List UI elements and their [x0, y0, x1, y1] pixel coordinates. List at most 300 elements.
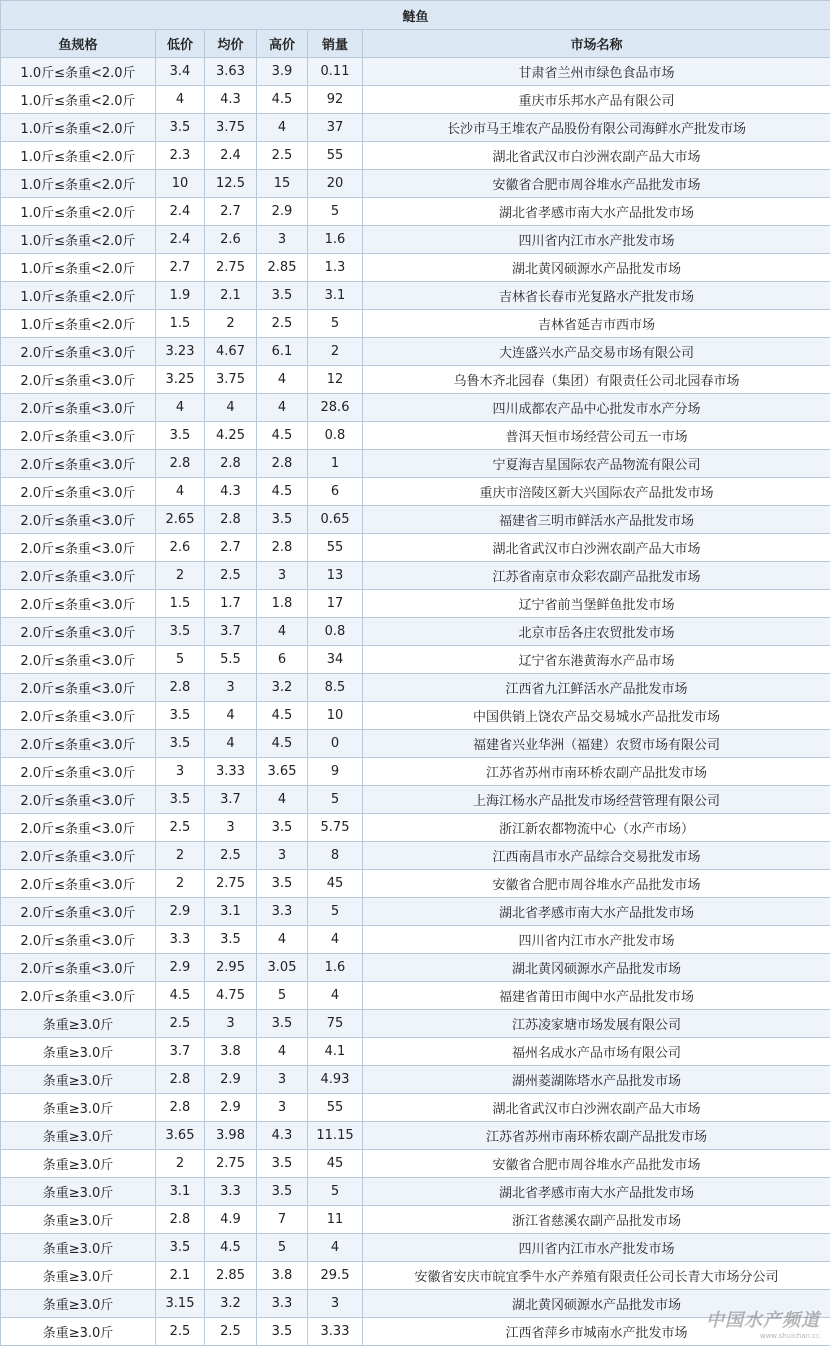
table-row	[1, 1094, 830, 1122]
cell-market-name: 湖北黄冈硕源水产品批发市场	[363, 1290, 830, 1318]
cell-high-price: 3.5	[257, 814, 308, 842]
cell-market-name: 安徽省合肥市周谷堆水产品批发市场	[363, 170, 830, 198]
cell-volume: 1	[308, 450, 363, 478]
cell-volume: 8.5	[308, 674, 363, 702]
cell-avg-price: 2.75	[205, 1150, 257, 1178]
cell-volume: 37	[308, 114, 363, 142]
cell-spec: 2.0斤≤条重<3.0斤	[1, 982, 156, 1010]
cell-market-name: 重庆市乐邦水产品有限公司	[363, 86, 830, 114]
cell-avg-price: 2.85	[205, 1262, 257, 1290]
cell-avg-price: 3.2	[205, 1290, 257, 1318]
cell-spec: 2.0斤≤条重<3.0斤	[1, 450, 156, 478]
header-market-name: 市场名称	[363, 30, 830, 58]
watermark-text: 中国水产频道	[706, 1310, 820, 1331]
cell-market-name: 乌鲁木齐北园春（集团）有限责任公司北园春市场	[363, 366, 830, 394]
cell-volume: 45	[308, 870, 363, 898]
cell-avg-price: 2.95	[205, 954, 257, 982]
cell-low-price: 2	[156, 870, 205, 898]
cell-avg-price: 3.7	[205, 786, 257, 814]
cell-volume: 1.6	[308, 226, 363, 254]
table-row	[1, 310, 830, 338]
cell-market-name: 重庆市涪陵区新大兴国际农产品批发市场	[363, 478, 830, 506]
cell-low-price: 2.8	[156, 450, 205, 478]
cell-high-price: 4	[257, 394, 308, 422]
cell-spec: 1.0斤≤条重<2.0斤	[1, 170, 156, 198]
cell-market-name: 湖北省武汉市白沙洲农副产品大市场	[363, 142, 830, 170]
cell-high-price: 3.8	[257, 1262, 308, 1290]
cell-spec: 2.0斤≤条重<3.0斤	[1, 758, 156, 786]
cell-spec: 条重≥3.0斤	[1, 1234, 156, 1262]
cell-low-price: 3.25	[156, 366, 205, 394]
header-row	[1, 30, 830, 58]
cell-volume: 8	[308, 842, 363, 870]
table-row	[1, 926, 830, 954]
cell-market-name: 江苏省苏州市南环桥农副产品批发市场	[363, 1122, 830, 1150]
table-row	[1, 1038, 830, 1066]
cell-spec: 2.0斤≤条重<3.0斤	[1, 842, 156, 870]
cell-avg-price: 2	[205, 310, 257, 338]
cell-market-name: 浙江新农都物流中心（水产市场）	[363, 814, 830, 842]
cell-volume: 5	[308, 1178, 363, 1206]
cell-volume: 12	[308, 366, 363, 394]
cell-low-price: 2.9	[156, 898, 205, 926]
cell-high-price: 4.5	[257, 730, 308, 758]
table-row	[1, 730, 830, 758]
table-row	[1, 142, 830, 170]
header-spec: 鱼规格	[1, 30, 156, 58]
cell-market-name: 湖北省孝感市南大水产品批发市场	[363, 1178, 830, 1206]
cell-market-name: 湖州菱湖陈塔水产品批发市场	[363, 1066, 830, 1094]
cell-market-name: 湖北黄冈硕源水产品批发市场	[363, 254, 830, 282]
cell-avg-price: 3.98	[205, 1122, 257, 1150]
cell-low-price: 2.1	[156, 1262, 205, 1290]
cell-avg-price: 4.5	[205, 1234, 257, 1262]
cell-spec: 1.0斤≤条重<2.0斤	[1, 254, 156, 282]
cell-spec: 2.0斤≤条重<3.0斤	[1, 338, 156, 366]
cell-volume: 45	[308, 1150, 363, 1178]
table-body	[1, 58, 830, 1346]
cell-high-price: 4	[257, 926, 308, 954]
table-row	[1, 870, 830, 898]
cell-high-price: 3.5	[257, 1150, 308, 1178]
cell-low-price: 2.8	[156, 1066, 205, 1094]
cell-spec: 条重≥3.0斤	[1, 1290, 156, 1318]
cell-spec: 条重≥3.0斤	[1, 1010, 156, 1038]
cell-low-price: 2	[156, 562, 205, 590]
cell-high-price: 6	[257, 646, 308, 674]
cell-low-price: 2.8	[156, 1094, 205, 1122]
cell-high-price: 3.5	[257, 1178, 308, 1206]
cell-volume: 1.6	[308, 954, 363, 982]
cell-avg-price: 3.7	[205, 618, 257, 646]
cell-high-price: 4	[257, 786, 308, 814]
cell-high-price: 3.5	[257, 282, 308, 310]
cell-low-price: 4	[156, 478, 205, 506]
cell-low-price: 4	[156, 394, 205, 422]
cell-low-price: 2.5	[156, 814, 205, 842]
cell-volume: 34	[308, 646, 363, 674]
table-row	[1, 534, 830, 562]
cell-volume: 0.8	[308, 618, 363, 646]
cell-volume: 0.65	[308, 506, 363, 534]
cell-high-price: 3.5	[257, 1318, 308, 1346]
cell-market-name: 湖北黄冈硕源水产品批发市场	[363, 954, 830, 982]
cell-low-price: 3.15	[156, 1290, 205, 1318]
cell-low-price: 2.8	[156, 674, 205, 702]
cell-spec: 2.0斤≤条重<3.0斤	[1, 534, 156, 562]
cell-low-price: 3.5	[156, 114, 205, 142]
cell-volume: 6	[308, 478, 363, 506]
cell-avg-price: 3	[205, 814, 257, 842]
table-row	[1, 338, 830, 366]
title-row	[1, 1, 830, 30]
cell-market-name: 湖北省孝感市南大水产品批发市场	[363, 898, 830, 926]
table-row	[1, 562, 830, 590]
table-row	[1, 422, 830, 450]
cell-high-price: 4.5	[257, 86, 308, 114]
cell-spec: 条重≥3.0斤	[1, 1150, 156, 1178]
cell-volume: 4.1	[308, 1038, 363, 1066]
table-row	[1, 58, 830, 86]
cell-avg-price: 3.5	[205, 926, 257, 954]
cell-spec: 条重≥3.0斤	[1, 1318, 156, 1346]
cell-low-price: 3.1	[156, 1178, 205, 1206]
cell-spec: 1.0斤≤条重<2.0斤	[1, 58, 156, 86]
cell-market-name: 湖北省武汉市白沙洲农副产品大市场	[363, 534, 830, 562]
cell-spec: 2.0斤≤条重<3.0斤	[1, 366, 156, 394]
cell-market-name: 甘肃省兰州市绿色食品市场	[363, 58, 830, 86]
cell-volume: 17	[308, 590, 363, 618]
cell-low-price: 5	[156, 646, 205, 674]
cell-market-name: 北京市岳各庄农贸批发市场	[363, 618, 830, 646]
cell-avg-price: 1.7	[205, 590, 257, 618]
cell-avg-price: 2.75	[205, 870, 257, 898]
cell-low-price: 1.5	[156, 310, 205, 338]
cell-volume: 29.5	[308, 1262, 363, 1290]
table-row	[1, 814, 830, 842]
cell-low-price: 3.5	[156, 702, 205, 730]
watermark	[706, 1306, 820, 1340]
cell-low-price: 2.7	[156, 254, 205, 282]
cell-volume: 11	[308, 1206, 363, 1234]
cell-low-price: 3	[156, 758, 205, 786]
cell-high-price: 4	[257, 114, 308, 142]
cell-volume: 4	[308, 1234, 363, 1262]
cell-low-price: 2.5	[156, 1318, 205, 1346]
cell-high-price: 3	[257, 842, 308, 870]
cell-spec: 2.0斤≤条重<3.0斤	[1, 562, 156, 590]
cell-market-name: 四川成都农产品中心批发市水产分场	[363, 394, 830, 422]
cell-avg-price: 4.3	[205, 86, 257, 114]
cell-low-price: 3.7	[156, 1038, 205, 1066]
cell-avg-price: 2.5	[205, 562, 257, 590]
table-row	[1, 758, 830, 786]
cell-low-price: 2.6	[156, 534, 205, 562]
cell-avg-price: 2.75	[205, 254, 257, 282]
cell-high-price: 2.9	[257, 198, 308, 226]
cell-low-price: 1.9	[156, 282, 205, 310]
cell-low-price: 3.5	[156, 1234, 205, 1262]
cell-avg-price: 3.33	[205, 758, 257, 786]
cell-low-price: 3.5	[156, 730, 205, 758]
cell-volume: 2	[308, 338, 363, 366]
cell-high-price: 4	[257, 1038, 308, 1066]
header-avg-price: 均价	[205, 30, 257, 58]
cell-market-name: 普洱天恒市场经营公司五一市场	[363, 422, 830, 450]
table-row	[1, 590, 830, 618]
cell-avg-price: 3.63	[205, 58, 257, 86]
cell-volume: 28.6	[308, 394, 363, 422]
cell-high-price: 2.85	[257, 254, 308, 282]
cell-spec: 条重≥3.0斤	[1, 1178, 156, 1206]
cell-avg-price: 4.75	[205, 982, 257, 1010]
cell-market-name: 宁夏海吉星国际农产品物流有限公司	[363, 450, 830, 478]
table-row	[1, 86, 830, 114]
cell-volume: 3.33	[308, 1318, 363, 1346]
cell-market-name: 长沙市马王堆农产品股份有限公司海鲜水产批发市场	[363, 114, 830, 142]
cell-high-price: 5	[257, 1234, 308, 1262]
cell-avg-price: 2.9	[205, 1066, 257, 1094]
cell-high-price: 7	[257, 1206, 308, 1234]
cell-volume: 0	[308, 730, 363, 758]
cell-volume: 5	[308, 786, 363, 814]
cell-spec: 2.0斤≤条重<3.0斤	[1, 394, 156, 422]
cell-volume: 3.1	[308, 282, 363, 310]
table-row	[1, 954, 830, 982]
cell-high-price: 3	[257, 562, 308, 590]
cell-avg-price: 4	[205, 730, 257, 758]
cell-volume: 55	[308, 142, 363, 170]
cell-spec: 条重≥3.0斤	[1, 1206, 156, 1234]
table-title: 鲢鱼	[1, 1, 830, 30]
cell-spec: 1.0斤≤条重<2.0斤	[1, 114, 156, 142]
cell-high-price: 4	[257, 618, 308, 646]
cell-high-price: 3.65	[257, 758, 308, 786]
cell-high-price: 3	[257, 1066, 308, 1094]
cell-volume: 1.3	[308, 254, 363, 282]
cell-high-price: 3.5	[257, 870, 308, 898]
cell-avg-price: 2.5	[205, 1318, 257, 1346]
cell-avg-price: 4.9	[205, 1206, 257, 1234]
cell-avg-price: 4	[205, 702, 257, 730]
cell-high-price: 5	[257, 982, 308, 1010]
cell-low-price: 2.9	[156, 954, 205, 982]
table-row	[1, 646, 830, 674]
cell-avg-price: 3	[205, 1010, 257, 1038]
cell-spec: 1.0斤≤条重<2.0斤	[1, 86, 156, 114]
cell-low-price: 3.3	[156, 926, 205, 954]
cell-low-price: 2.4	[156, 226, 205, 254]
cell-high-price: 4.3	[257, 1122, 308, 1150]
cell-high-price: 3.3	[257, 898, 308, 926]
cell-spec: 2.0斤≤条重<3.0斤	[1, 506, 156, 534]
cell-market-name: 江西省萍乡市城南水产批发市场	[363, 1318, 830, 1346]
cell-spec: 1.0斤≤条重<2.0斤	[1, 226, 156, 254]
cell-market-name: 安徽省合肥市周谷堆水产品批发市场	[363, 1150, 830, 1178]
table-row	[1, 786, 830, 814]
table-row	[1, 114, 830, 142]
cell-spec: 2.0斤≤条重<3.0斤	[1, 814, 156, 842]
cell-market-name: 江苏凌家塘市场发展有限公司	[363, 1010, 830, 1038]
cell-volume: 0.11	[308, 58, 363, 86]
cell-market-name: 福建省兴业华洲（福建）农贸市场有限公司	[363, 730, 830, 758]
table-row	[1, 674, 830, 702]
cell-high-price: 2.8	[257, 450, 308, 478]
table-row	[1, 1262, 830, 1290]
cell-avg-price: 2.4	[205, 142, 257, 170]
cell-market-name: 福建省三明市鲜活水产品批发市场	[363, 506, 830, 534]
cell-high-price: 4.5	[257, 478, 308, 506]
cell-spec: 2.0斤≤条重<3.0斤	[1, 618, 156, 646]
cell-market-name: 中国供销上饶农产品交易城水产品批发市场	[363, 702, 830, 730]
cell-spec: 条重≥3.0斤	[1, 1094, 156, 1122]
cell-volume: 92	[308, 86, 363, 114]
cell-low-price: 3.4	[156, 58, 205, 86]
cell-market-name: 福建省莆田市闽中水产品批发市场	[363, 982, 830, 1010]
cell-low-price: 3.23	[156, 338, 205, 366]
cell-volume: 11.15	[308, 1122, 363, 1150]
cell-high-price: 3.2	[257, 674, 308, 702]
cell-spec: 2.0斤≤条重<3.0斤	[1, 730, 156, 758]
cell-avg-price: 2.9	[205, 1094, 257, 1122]
cell-volume: 0.8	[308, 422, 363, 450]
cell-spec: 2.0斤≤条重<3.0斤	[1, 786, 156, 814]
cell-market-name: 江西省九江鲜活水产品批发市场	[363, 674, 830, 702]
cell-market-name: 上海江杨水产品批发市场经营管理有限公司	[363, 786, 830, 814]
cell-low-price: 2	[156, 1150, 205, 1178]
table-row	[1, 170, 830, 198]
cell-volume: 55	[308, 534, 363, 562]
cell-volume: 5	[308, 310, 363, 338]
cell-spec: 2.0斤≤条重<3.0斤	[1, 674, 156, 702]
cell-volume: 55	[308, 1094, 363, 1122]
cell-volume: 10	[308, 702, 363, 730]
cell-low-price: 3.5	[156, 786, 205, 814]
table-row	[1, 1178, 830, 1206]
table-row	[1, 450, 830, 478]
cell-market-name: 安徽省合肥市周谷堆水产品批发市场	[363, 870, 830, 898]
table-row	[1, 1234, 830, 1262]
cell-low-price: 2	[156, 842, 205, 870]
cell-spec: 2.0斤≤条重<3.0斤	[1, 926, 156, 954]
cell-low-price: 2.65	[156, 506, 205, 534]
cell-volume: 5.75	[308, 814, 363, 842]
cell-spec: 2.0斤≤条重<3.0斤	[1, 478, 156, 506]
cell-avg-price: 2.8	[205, 506, 257, 534]
cell-volume: 4	[308, 982, 363, 1010]
cell-high-price: 2.8	[257, 534, 308, 562]
cell-low-price: 4.5	[156, 982, 205, 1010]
cell-spec: 1.0斤≤条重<2.0斤	[1, 282, 156, 310]
cell-spec: 2.0斤≤条重<3.0斤	[1, 870, 156, 898]
cell-spec: 2.0斤≤条重<3.0斤	[1, 646, 156, 674]
cell-avg-price: 4.3	[205, 478, 257, 506]
cell-volume: 5	[308, 198, 363, 226]
cell-market-name: 大连盛兴水产品交易市场有限公司	[363, 338, 830, 366]
cell-high-price: 3.5	[257, 1010, 308, 1038]
cell-spec: 2.0斤≤条重<3.0斤	[1, 590, 156, 618]
cell-spec: 1.0斤≤条重<2.0斤	[1, 310, 156, 338]
cell-market-name: 吉林省长春市光复路水产批发市场	[363, 282, 830, 310]
cell-high-price: 15	[257, 170, 308, 198]
cell-spec: 2.0斤≤条重<3.0斤	[1, 702, 156, 730]
table-row	[1, 226, 830, 254]
cell-high-price: 4.5	[257, 702, 308, 730]
cell-avg-price: 3.75	[205, 366, 257, 394]
cell-spec: 条重≥3.0斤	[1, 1262, 156, 1290]
table-row	[1, 842, 830, 870]
cell-avg-price: 2.1	[205, 282, 257, 310]
table-row	[1, 898, 830, 926]
cell-market-name: 江西南昌市水产品综合交易批发市场	[363, 842, 830, 870]
table-row	[1, 1150, 830, 1178]
cell-spec: 2.0斤≤条重<3.0斤	[1, 954, 156, 982]
table-row	[1, 506, 830, 534]
header-volume: 销量	[308, 30, 363, 58]
cell-market-name: 湖北省孝感市南大水产品批发市场	[363, 198, 830, 226]
cell-avg-price: 2.8	[205, 450, 257, 478]
cell-high-price: 4	[257, 366, 308, 394]
watermark-sub: www.shuichan.cc	[706, 1332, 820, 1340]
cell-high-price: 4.5	[257, 422, 308, 450]
cell-volume: 3	[308, 1290, 363, 1318]
cell-high-price: 2.5	[257, 142, 308, 170]
cell-high-price: 6.1	[257, 338, 308, 366]
cell-avg-price: 2.7	[205, 534, 257, 562]
cell-market-name: 四川省内江市水产批发市场	[363, 226, 830, 254]
cell-market-name: 安徽省安庆市皖宜季牛水产养殖有限责任公司长青大市场分公司	[363, 1262, 830, 1290]
cell-spec: 2.0斤≤条重<3.0斤	[1, 898, 156, 926]
cell-high-price: 3.5	[257, 506, 308, 534]
table-row	[1, 702, 830, 730]
cell-avg-price: 4	[205, 394, 257, 422]
cell-volume: 13	[308, 562, 363, 590]
cell-avg-price: 3.3	[205, 1178, 257, 1206]
cell-high-price: 1.8	[257, 590, 308, 618]
table-row	[1, 366, 830, 394]
cell-low-price: 4	[156, 86, 205, 114]
table-row	[1, 1066, 830, 1094]
table-row	[1, 1122, 830, 1150]
cell-spec: 条重≥3.0斤	[1, 1038, 156, 1066]
table-row	[1, 478, 830, 506]
cell-market-name: 江苏省南京市众彩农副产品批发市场	[363, 562, 830, 590]
table-row	[1, 282, 830, 310]
cell-avg-price: 5.5	[205, 646, 257, 674]
table-row	[1, 1206, 830, 1234]
cell-low-price: 3.65	[156, 1122, 205, 1150]
table-row	[1, 1010, 830, 1038]
cell-spec: 1.0斤≤条重<2.0斤	[1, 198, 156, 226]
cell-volume: 20	[308, 170, 363, 198]
cell-low-price: 1.5	[156, 590, 205, 618]
cell-volume: 9	[308, 758, 363, 786]
cell-volume: 4.93	[308, 1066, 363, 1094]
cell-volume: 4	[308, 926, 363, 954]
cell-volume: 75	[308, 1010, 363, 1038]
cell-market-name: 福州名成水产品市场有限公司	[363, 1038, 830, 1066]
table-row	[1, 982, 830, 1010]
cell-market-name: 浙江省慈溪农副产品批发市场	[363, 1206, 830, 1234]
cell-market-name: 辽宁省东港黄海水产品市场	[363, 646, 830, 674]
cell-low-price: 2.8	[156, 1206, 205, 1234]
cell-low-price: 2.5	[156, 1010, 205, 1038]
cell-market-name: 江苏省苏州市南环桥农副产品批发市场	[363, 758, 830, 786]
cell-high-price: 3.05	[257, 954, 308, 982]
cell-market-name: 四川省内江市水产批发市场	[363, 926, 830, 954]
cell-spec: 条重≥3.0斤	[1, 1066, 156, 1094]
table-row	[1, 618, 830, 646]
